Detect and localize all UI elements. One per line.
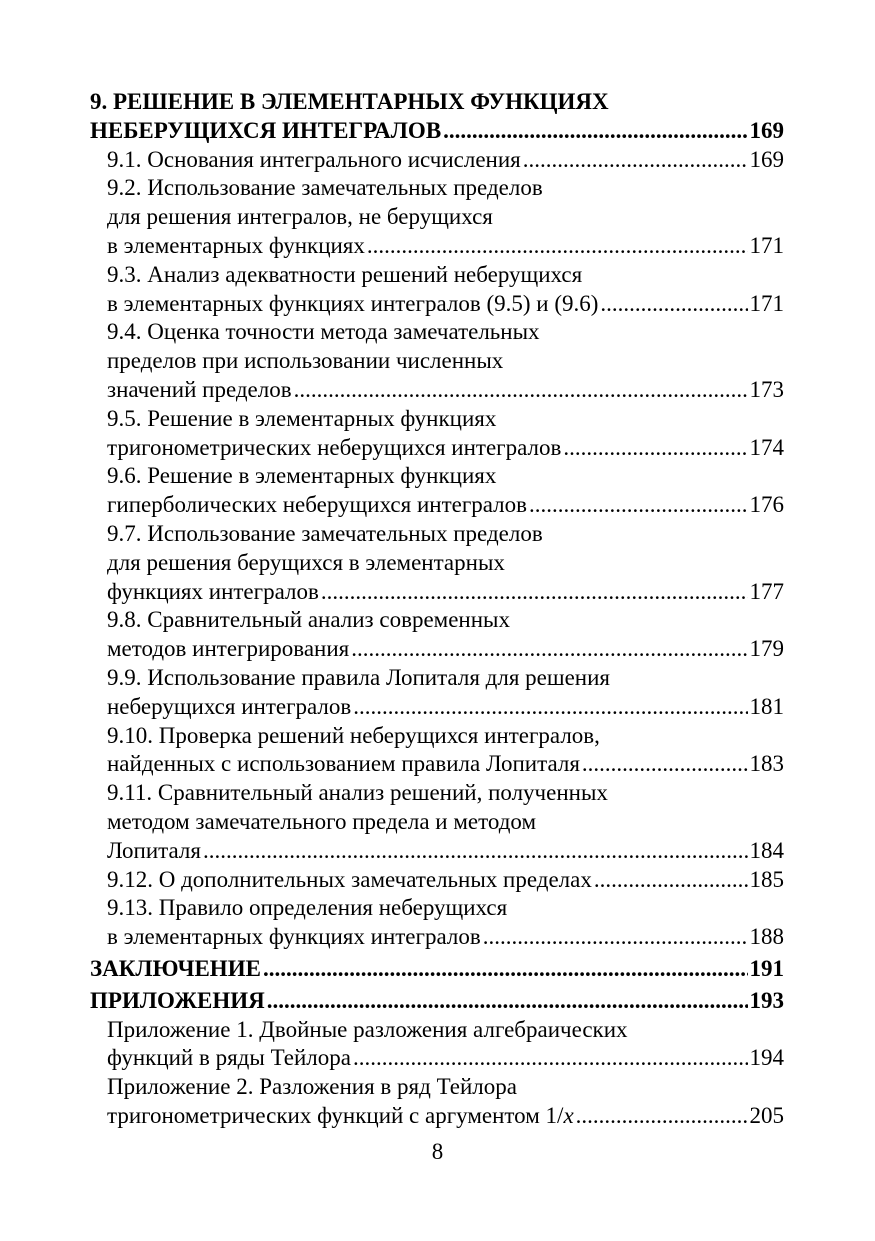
dot-leader	[529, 491, 747, 520]
dot-leader	[576, 1102, 748, 1131]
toc-page-number: 193	[749, 987, 784, 1013]
toc-entry-title-line: пределов при использовании численных	[107, 348, 504, 374]
toc-entry-title: ПРИЛОЖЕНИЯ	[90, 987, 265, 1013]
dot-leader	[600, 290, 747, 319]
toc-page-number: 169	[749, 146, 784, 172]
toc-entry-title-line: для решения берущихся в элементарных	[107, 549, 505, 575]
toc-entry-title: в элементарных функциях	[107, 232, 365, 258]
dot-leader	[203, 837, 748, 866]
dot-leader	[294, 376, 748, 405]
toc-page-number: 185	[749, 866, 784, 892]
toc-entry-9-1	[90, 146, 784, 175]
toc-entry-title-line: методом замечательного предела и методом	[107, 808, 537, 834]
toc-page-number: 177	[749, 578, 784, 604]
toc-entry-title: методов интегрирования	[107, 636, 350, 662]
dot-leader	[353, 1044, 748, 1073]
toc-entry-9-9	[90, 664, 784, 722]
dot-leader	[367, 232, 748, 261]
toc-entry-title-line: Приложение 1. Двойные разложения алгебраических	[107, 1016, 628, 1042]
toc-page-number: 174	[749, 434, 784, 460]
dot-leader	[483, 923, 748, 952]
toc-entry-title: значений пределов	[107, 376, 292, 402]
toc-page-number: 171	[749, 232, 784, 258]
toc-entry-title	[107, 1102, 574, 1131]
toc-entry-title: найденных с использованием правила Лопиталя	[107, 751, 580, 777]
toc-entry-title-line: 9.4. Оценка точности метода замечательных	[107, 319, 540, 345]
toc-entry-chapter-9	[90, 88, 784, 146]
toc-page-number: 179	[749, 636, 784, 662]
toc-entry-title-line: 9.3. Анализ адекватности решений неберущихся	[107, 261, 583, 287]
toc-entry-9-3	[90, 261, 784, 319]
toc-page-number: 169	[749, 117, 784, 143]
toc-entry-title: неберущихся интегралов	[107, 693, 352, 719]
toc-page-number: 188	[749, 924, 784, 950]
toc-entry-9-5	[90, 405, 784, 463]
toc-entry-conclusion	[90, 955, 784, 984]
toc-page-number: 171	[749, 290, 784, 316]
dot-leader	[321, 578, 748, 607]
toc-entry-appendix-2	[90, 1073, 784, 1131]
toc-page-number: 176	[749, 492, 784, 518]
toc-entry-title: 9.1. Основания интегрального исчисления	[107, 146, 521, 172]
toc-entry-appendix-1	[90, 1016, 784, 1074]
toc-entry-title-line: 9.10. Проверка решений неберущихся интегралов,	[107, 722, 600, 748]
toc-entry-title: Лопиталя	[107, 837, 201, 863]
toc-entry-9-4	[90, 318, 784, 404]
toc-entry-title-line: 9.6. Решение в элементарных функциях	[107, 463, 497, 489]
toc-page-number: 173	[749, 376, 784, 402]
dot-leader	[563, 434, 747, 463]
toc-entry-title: в элементарных функциях интегралов	[107, 924, 481, 950]
dot-leader	[351, 635, 747, 664]
dot-leader	[582, 750, 748, 779]
toc-entry-9-13	[90, 894, 784, 952]
toc-entry-title: 9.12. О дополнительных замечательных пределах	[107, 866, 592, 892]
toc-entry-9-11	[90, 779, 784, 865]
toc-entry-title-line: 9.8. Сравнительный анализ современных	[107, 607, 510, 633]
dot-leader	[267, 987, 748, 1016]
toc-page-number: 184	[749, 837, 784, 863]
italic-variable: x	[563, 1102, 574, 1128]
toc-entry-9-2	[90, 174, 784, 260]
toc-entry-title: в элементарных функциях интегралов (9.5) и (9.6)	[107, 290, 599, 316]
toc-entry-title-line: для решения интегралов, не берущихся	[107, 204, 493, 230]
toc-entry-title-line: 9. РЕШЕНИЕ В ЭЛЕМЕНТАРНЫХ ФУНКЦИЯХ	[90, 89, 609, 114]
toc-entry-title: НЕБЕРУЩИХСЯ ИНТЕГРАЛОВ	[90, 117, 442, 143]
toc-entry-9-7	[90, 520, 784, 606]
toc-entry-title-text: тригонометрических функций с аргументом 1/	[107, 1102, 564, 1128]
toc-entry-9-6	[90, 462, 784, 520]
toc-entry-title-line: 9.9. Использование правила Лопиталя для решения	[107, 664, 610, 690]
dot-leader	[443, 117, 747, 146]
toc-entry-title-line: 9.7. Использование замечательных пределов	[107, 520, 543, 546]
toc-entry-appendices	[90, 987, 784, 1016]
toc-entry-title-line: 9.5. Решение в элементарных функциях	[107, 405, 497, 431]
toc-page-number: 183	[749, 751, 784, 777]
toc-entry-title-line: 9.2. Использование замечательных пределов	[107, 175, 543, 201]
page-number: 8	[431, 1139, 444, 1164]
toc-entry-9-10	[90, 722, 784, 780]
toc-entry-title: функций в ряды Тейлора	[107, 1045, 351, 1071]
toc-entry-title-line: Приложение 2. Разложения в ряд Тейлора	[107, 1074, 517, 1100]
toc-entry-9-12	[90, 866, 784, 895]
toc-page-number: 181	[749, 693, 784, 719]
toc-entry-title-line: 9.13. Правило определения неберущихся	[107, 895, 508, 921]
dot-leader	[263, 955, 748, 984]
toc-entry-title: тригонометрических неберущихся интегралов	[107, 434, 562, 460]
toc-page-number: 194	[749, 1045, 784, 1071]
toc-entry-title-line: 9.11. Сравнительный анализ решений, полученных	[107, 780, 608, 806]
table-of-contents	[90, 88, 784, 1131]
toc-entry-9-8	[90, 606, 784, 664]
dot-leader	[594, 866, 748, 895]
toc-entry-title: ЗАКЛЮЧЕНИЕ	[90, 955, 261, 981]
toc-page-number: 205	[749, 1102, 784, 1128]
dot-leader	[353, 693, 747, 722]
toc-entry-title: гиперболических неберущихся интегралов	[107, 492, 528, 518]
toc-entry-title: функциях интегралов	[107, 578, 319, 604]
toc-page-number: 191	[749, 955, 784, 981]
dot-leader	[523, 146, 748, 175]
